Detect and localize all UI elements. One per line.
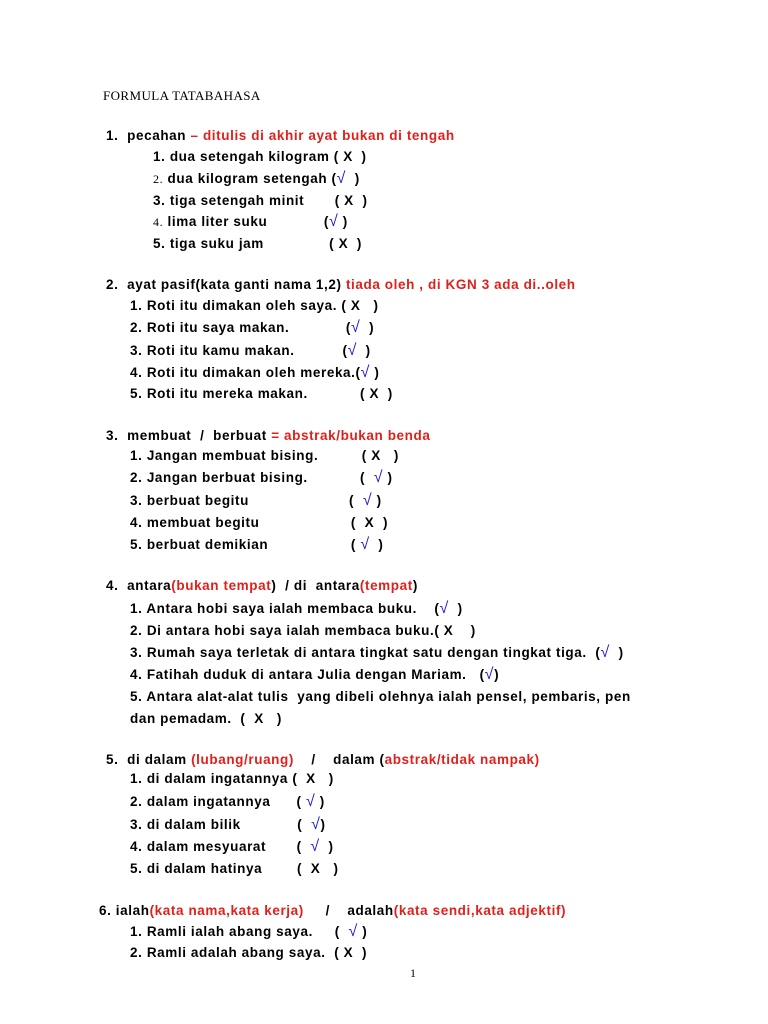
section-3-title: 3. membuat / berbuat: [106, 428, 267, 443]
section-1-item-4: 4. lima liter suku (√ ): [153, 213, 348, 230]
section-2-item-3: 3. Roti itu kamu makan. (√ ): [130, 342, 371, 359]
section-5-item-5: 5. di dalam hatinya ( X ): [130, 861, 339, 876]
section-3-item-4: 4. membuat begitu ( X ): [130, 515, 389, 530]
section-2-heading: [106, 276, 576, 294]
check-mark-icon: √: [362, 492, 373, 509]
check-mark-icon: √: [311, 816, 321, 833]
section-1-item-3: 3. tiga setengah minit ( X ): [153, 193, 368, 208]
section-6-item-2: 2. Ramli adalah abang saya. ( X ): [130, 945, 368, 960]
section-3-note: = abstrak/bukan benda: [266, 428, 431, 443]
section-4-item-3: 3. Rumah saya terletak di antara tingkat satu dengan tingkat tiga. (√ ): [130, 644, 624, 661]
check-mark-icon: √: [484, 666, 495, 683]
section-4-heading: 4. antara(bukan tempat) / di antara(tempat): [106, 578, 418, 593]
section-5-heading: 5. di dalam (lubang/ruang) / dalam (abstrak/tidak nampak): [106, 752, 540, 767]
section-1-title: 1. pecahan: [106, 128, 187, 143]
section-4-item-5: 5. Antara alat-alat tulis yang dibeli olehnya ialah pensel, pembaris, pen: [130, 689, 631, 704]
section-2-item-2: 2. Roti itu saya makan. (√ ): [130, 319, 375, 336]
section-2-item-1: 1. Roti itu dimakan oleh saya. ( X ): [130, 298, 379, 313]
section-4-item-1: 1. Antara hobi saya ialah membaca buku. (√ ): [130, 600, 463, 617]
section-4-item-5-continued: dan pemadam. ( X ): [130, 711, 282, 726]
page-number: 1: [410, 966, 416, 980]
section-5-item-3: 3. di dalam bilik ( √): [130, 816, 326, 833]
section-4-item-2: 2. Di antara hobi saya ialah membaca buku.( X ): [130, 623, 476, 638]
section-3-item-1: 1. Jangan membuat bising. ( X ): [130, 448, 400, 463]
section-3-item-5: 5. berbuat demikian ( √ ): [130, 536, 384, 553]
section-5-item-4: 4. dalam mesyuarat ( √ ): [130, 838, 334, 855]
check-mark-icon: √: [336, 170, 347, 187]
check-mark-icon: √: [360, 536, 370, 553]
section-1-item-1: 1. dua setengah kilogram ( X ): [153, 149, 367, 164]
section-5-item-1: 1. di dalam ingatannya ( X ): [130, 771, 334, 786]
section-2-note: tiada oleh , di KGN 3 ada di..oleh: [341, 277, 576, 292]
check-mark-icon: √: [310, 838, 320, 855]
section-1-item-5: 5. tiga suku jam ( X ): [153, 236, 363, 251]
section-4-item-4: 4. Fatihah duduk di antara Julia dengan Mariam. (√): [130, 666, 500, 683]
section-1-note: – ditulis di akhir ayat bukan di tengah: [186, 128, 455, 143]
section-3-heading: [106, 427, 430, 445]
check-mark-icon: √: [360, 364, 371, 381]
section-1-heading: [106, 127, 455, 145]
section-1-item-2: 2. dua kilogram setengah (√ ): [153, 170, 360, 187]
section-2-item-4: 4. Roti itu dimakan oleh mereka.(√ ): [130, 364, 380, 381]
check-mark-icon: √: [373, 469, 384, 486]
check-mark-icon: √: [351, 319, 361, 336]
section-6-item-1: 1. Ramli ialah abang saya. ( √ ): [130, 923, 368, 940]
document-title: FORMULA TATABAHASA: [103, 88, 261, 103]
check-mark-icon: √: [439, 600, 449, 617]
check-mark-icon: √: [347, 342, 357, 359]
section-6-heading: 6. ialah(kata nama,kata kerja) / adalah(kata sendi,kata adjektif): [99, 903, 567, 918]
check-mark-icon: √: [600, 644, 610, 661]
section-2-title: 2. ayat pasif(kata ganti nama 1,2): [106, 277, 342, 292]
section-5-item-2: 2. dalam ingatannya ( √ ): [130, 793, 325, 810]
section-2-item-5: 5. Roti itu mereka makan. ( X ): [130, 386, 393, 401]
check-mark-icon: √: [348, 923, 358, 940]
section-3-item-2: 2. Jangan berbuat bising. ( √ ): [130, 469, 393, 486]
check-mark-icon: √: [306, 793, 316, 810]
section-3-item-3: 3. berbuat begitu ( √ ): [130, 492, 382, 509]
check-mark-icon: √: [329, 213, 339, 230]
